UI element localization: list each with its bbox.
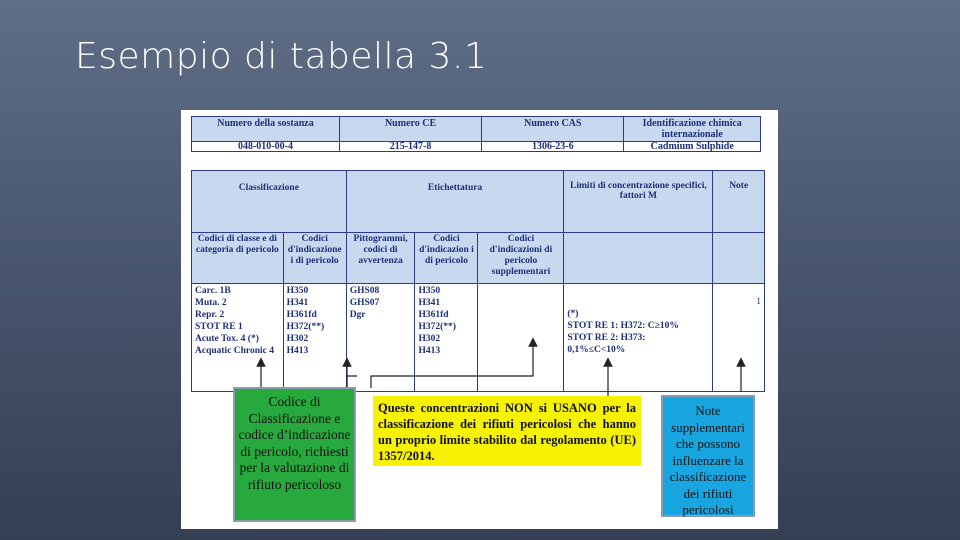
classe-line: STOT RE 1 [195, 322, 243, 332]
classe-line: Acute Tox. 4 (*) [195, 334, 259, 344]
limite-line: (*) [567, 309, 579, 319]
cell-numero-cas: 1306-23-6 [482, 142, 624, 152]
callout-yellow-suffix: per la classificazione dei rifiuti pericolosi che hanno un proprio limite stabilito dal regolamento (UE) 1357/2014. [378, 401, 637, 463]
indicazione-line: H341 [286, 298, 309, 308]
pittogramma-line: GHS08 [349, 286, 380, 296]
indicazione-line: H341 [418, 298, 441, 308]
cell-note: 1 [713, 284, 765, 392]
header-identificazione: Identificazione chimica internazionale [624, 117, 761, 142]
callout-note-supplementari: Note supplementari che possono influenzare la classificazione dei rifiuti pericolosi [661, 395, 755, 517]
subheader-pittogrammi: Pittogrammi, codici di avvertenza [346, 233, 415, 284]
table-figure [181, 110, 778, 529]
subheader-codici-indicazione-class: Codici d'indicazione i di pericolo [283, 233, 346, 284]
header-etichettatura: Etichettatura [346, 171, 564, 233]
classe-line: Repr. 2 [195, 310, 225, 320]
slide-title: Esempio di tabella 3.1 [75, 36, 488, 77]
limite-line: STOT RE 2: H373: [567, 333, 646, 343]
header-numero-cas: Numero CAS [482, 117, 624, 142]
indicazione-line: H350 [286, 286, 309, 296]
cell-identificazione: Cadmium Sulphide [624, 142, 761, 152]
header-numero-ce: Numero CE [339, 117, 481, 142]
header-note: Note [713, 171, 765, 233]
classe-line: Acquatic Chronic 4 [195, 346, 274, 356]
header-numero-sostanza: Numero della sostanza [192, 117, 340, 142]
callout-codice-classificazione: Codice di Classificazione e codice d’indicazione di pericolo, richiesti per la valutazione di rifiuto pericoloso [233, 387, 356, 522]
indicazione-line: H413 [418, 346, 441, 356]
arrow-bracket-right [371, 342, 533, 388]
limite-line: STOT RE 1: H372: C≥10% [567, 321, 679, 331]
cell-numero-sostanza: 048-010-00-4 [192, 142, 340, 152]
subheader-codici-indicazione-etich: Codici d'indicazion i di pericolo [415, 233, 478, 284]
subheader-codici-supplementari: Codici d'indicazioni di pericolo supplementari [478, 233, 564, 284]
indicazione-line: H372(**) [286, 322, 325, 332]
indicazione-line: H413 [286, 346, 309, 356]
indicazione-line: H361fd [286, 310, 317, 320]
indicazione-line: H361fd [418, 310, 449, 320]
pittogramma-line: GHS07 [349, 298, 380, 308]
callout-yellow-prefix: Queste concentrazioni [378, 401, 506, 415]
indicazione-line: H302 [286, 334, 309, 344]
callout-yellow-emph: NON si USANO [505, 401, 597, 415]
pittogramma-line: Dgr [349, 310, 366, 320]
callout-concentrazioni [373, 396, 641, 466]
header-classificazione: Classificazione [192, 171, 347, 233]
indicazione-line: H372(**) [418, 322, 456, 332]
indicazione-line: H302 [418, 334, 441, 344]
subheader-codici-classe: Codici di classe e di categoria di pericolo [192, 233, 284, 284]
classe-line: Muta. 2 [195, 298, 227, 308]
indicazione-line: H350 [418, 286, 441, 296]
header-limiti: Limiti di concentrazione specifici, fattori M [564, 171, 713, 233]
limite-line: 0,1%≤C<10% [567, 345, 626, 355]
classe-line: Carc. 1B [195, 286, 231, 296]
cell-numero-ce: 215-147-8 [339, 142, 481, 152]
